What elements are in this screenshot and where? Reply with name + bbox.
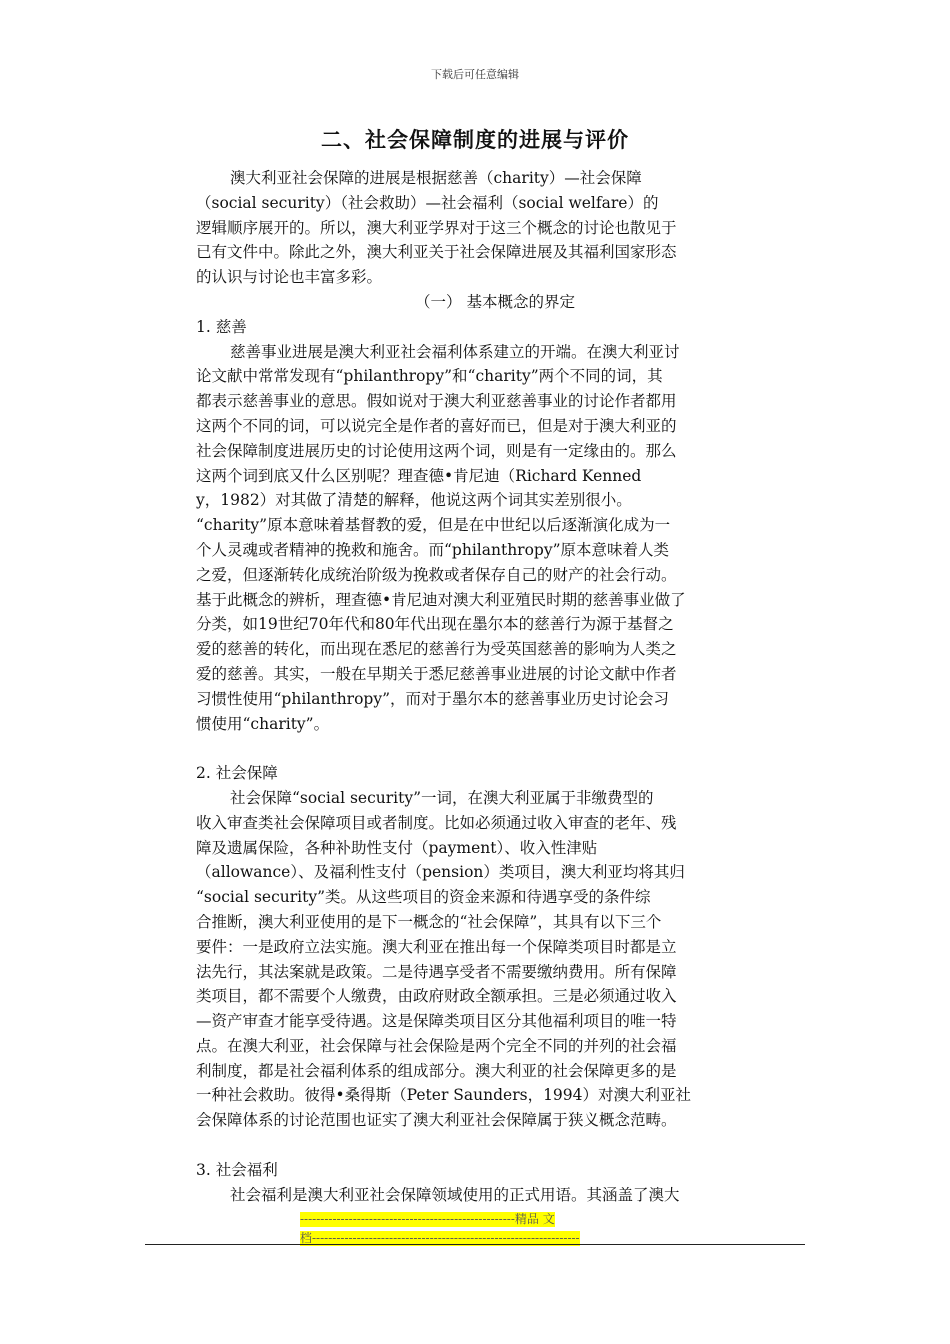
paragraph-line: 一种社会救助。彼得•桑得斯（Peter Saunders，1994）对澳大利亚社 — [196, 1086, 692, 1105]
paragraph-line: 这两个不同的词，可以说完全是作者的喜好而已，但是对于澳大利亚的 — [196, 416, 677, 435]
paragraph-line: 社会保障制度进展历史的讨论使用这两个词，则是有一定缘由的。那么 — [196, 441, 677, 460]
intro-line — [196, 191, 794, 216]
paragraph-line: 社会保障“social security”一词，在澳大利亚属于非缴费型的 — [230, 788, 654, 807]
paragraph-line: 会保障体系的讨论范围也证实了澳大利亚社会保障属于狭义概念范畴。 — [196, 1111, 677, 1130]
paragraph-line: 都表示慈善事业的意思。假如说对于澳大利亚慈善事业的讨论作者都用 — [196, 392, 677, 411]
paragraph-line: y，1982）对其做了清楚的解释，他说这两个词其实差别很小。 — [196, 491, 632, 510]
paragraph-line: 分类，如19世纪70年代和80年代出现在墨尔本的慈善行为源于基督之 — [196, 615, 674, 634]
paragraph-line: 基于此概念的辨析，理查德•肯尼迪对澳大利亚殖民时期的慈善事业做了 — [196, 590, 686, 609]
footer-line: -----------------------------------------------------精品 文 — [300, 1212, 555, 1226]
intro-line: 的认识与讨论也丰富多彩。 — [196, 268, 383, 287]
paragraph-line: 论文献中常常发现有“philanthropy”和“charity”两个不同的词，其 — [196, 367, 663, 386]
paragraph-line: —资产审查才能享受待遇。这是保障类项目区分其他福利项目的唯一特 — [196, 1012, 677, 1031]
paragraph-line: 收入审查类社会保障项目或者制度。比如必须通过收入审查的老年、残 — [196, 813, 677, 832]
paragraph-gap — [196, 736, 794, 761]
paragraph-line: 慈善事业进展是澳大利亚社会福利体系建立的开端。在澳大利亚讨 — [230, 342, 680, 361]
subsection-heading-social-welfare: 3. 社会福利 — [196, 1160, 278, 1179]
footer-divider — [145, 1244, 805, 1245]
footer-line: 档------------------------------------------------------------------ — [300, 1231, 580, 1245]
paragraph-line: 习惯性使用“philanthropy”，而对于墨尔本的慈善事业历史讨论会习 — [196, 689, 670, 708]
paragraph-line: 惯使用“charity”。 — [196, 714, 330, 733]
paragraph-line: 障及遗属保险，各种补助性支付（payment）、收入性津贴 — [196, 838, 598, 857]
intro-line: 澳大利亚社会保障的进展是根据慈善（charity）—社会保障 — [230, 169, 642, 187]
paragraph-gap — [196, 1133, 794, 1158]
subsection-heading-social-security: 2. 社会保障 — [196, 764, 278, 783]
paragraph-line: 之爱，但逐渐转化成统治阶级为挽救或者保存自己的财产的社会行动。 — [196, 565, 677, 584]
header-note: 下载后可任意编辑 — [431, 68, 519, 81]
paragraph-line: 要件：一是政府立法实施。澳大利亚在推出每一个保障类项目时都是立 — [196, 937, 677, 956]
paragraph-line: 爱的慈善的转化，而出现在悉尼的慈善行为受英国慈善的影响为人类之 — [196, 640, 677, 659]
paragraph-line: （allowance）、及福利性支付（pension）类项目，澳大利亚均将其归 — [196, 863, 685, 882]
paragraph-line: 法先行，其法案就是政策。二是待遇享受者不需要缴纳费用。所有保障 — [196, 962, 677, 981]
intro-line: 逻辑顺序展开的。所以，澳大利亚学界对于这三个概念的讨论也散见于 — [196, 218, 677, 237]
paragraph-line: 类项目，都不需要个人缴费，由政府财政全额承担。三是必须通过收入 — [196, 987, 677, 1006]
paragraph-line: 社会福利是澳大利亚社会保障领域使用的正式用语。其涵盖了澳大 — [230, 1185, 680, 1204]
document-body — [196, 166, 794, 1207]
paragraph-line: “social security”类。从这些项目的资金来源和待遇享受的条件综 — [196, 888, 651, 907]
section-heading: （一） 基本概念的界定 — [415, 292, 575, 311]
paragraph-line: 合推断，澳大利亚使用的是下一概念的“社会保障”，其具有以下三个 — [196, 912, 662, 931]
subsection-heading-charity: 1. 慈善 — [196, 317, 247, 336]
paragraph-line: 点。在澳大利亚，社会保障与社会保险是两个完全不同的并列的社会福 — [196, 1036, 677, 1055]
paragraph-line: 利制度，都是社会福利体系的组成部分。澳大利亚的社会保障更多的是 — [196, 1061, 677, 1080]
paragraph-line: “charity”原本意味着基督教的爱，但是在中世纪以后逐渐演化成为一 — [196, 516, 671, 535]
page-title: 二、社会保障制度的进展与评价 — [321, 127, 629, 152]
paragraph-line: 这两个词到底又什么区别呢？理查德•肯尼迪（Richard Kenned — [196, 466, 642, 485]
intro-line-text: （social security）（社会救助）—社会福利（social welfare）的 — [196, 193, 659, 212]
paragraph-line: 个人灵魂或者精神的挽救和施舍。而“philanthropy”原本意味着人类 — [196, 540, 670, 559]
paragraph-line: 爱的慈善。其实，一般在早期关于悉尼慈善事业进展的讨论文献中作者 — [196, 664, 677, 683]
intro-line: 已有文件中。除此之外，澳大利亚关于社会保障进展及其福利国家形态 — [196, 243, 677, 262]
